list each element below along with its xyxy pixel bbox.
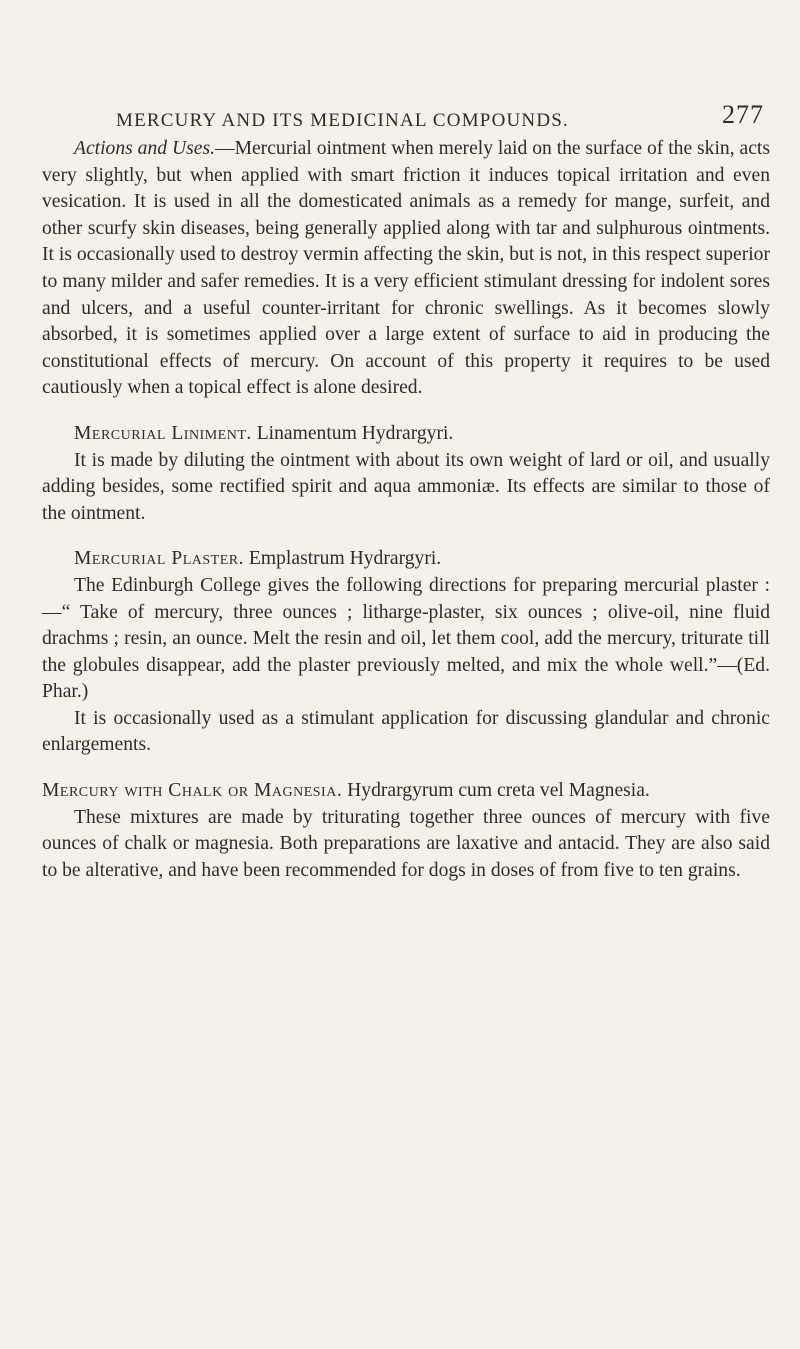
running-head: [42, 86, 764, 131]
section-gap: [42, 402, 770, 421]
mercury-with-chalk-paragraph: These mixtures are made by triturating together three ounces of mercury with five ounces of chalk or magnesia. Both preparations are laxative and antacid. They are also said to be alterative, and have been recommended for dogs in doses of from five to ten grains.: [42, 806, 770, 881]
mercurial-plaster-heading: Mercurial Plaster.: [74, 548, 245, 570]
section-gap: [42, 527, 770, 546]
mercury-with-chalk-latin: Hydrargyrum cum creta vel Magnesia.: [347, 780, 650, 802]
mercurial-liniment-paragraph: It is made by diluting the ointment with about its own weight of lard or oil, and usually adding besides, some rectified spirit and aqua ammoniæ. Its effects are similar to those of the ointment.: [42, 449, 770, 524]
page-number: 277: [722, 100, 764, 129]
running-title: MERCURY AND ITS MEDICINAL COMPOUNDS.: [116, 110, 569, 131]
mercurial-liniment-heading-line: [42, 421, 770, 448]
mercurial-liniment-heading: Mercurial Liniment.: [74, 422, 252, 444]
mercurial-plaster-heading-line: [42, 546, 770, 573]
mercurial-plaster-latin: Emplastrum Hydrargyri.: [248, 548, 442, 570]
mercury-with-chalk-heading-line: [42, 778, 770, 805]
actions-and-uses-heading: Actions and Uses.: [74, 138, 215, 159]
mercurial-liniment-latin: Linamentum Hydrargyri.: [256, 422, 454, 444]
mercurial-plaster-uses-paragraph: It is occasionally used as a stimulant application for discussing glandular and chronic enlargements.: [42, 707, 770, 756]
body-text: [42, 136, 770, 884]
section-gap: [42, 759, 770, 778]
mercury-with-chalk-heading: Mercury with Chalk or Magnesia.: [42, 780, 343, 802]
mercurial-plaster-paragraph: The Edinburgh College gives the following directions for preparing mercurial plaster :—“ Take of mercury, three ounces ; litharge-plaster, six ounces ; olive-oil, nine fluid drachms ; resin, an ounce. Melt the resin and oil, let them cool, add the mercury, triturate till the globules disappear, add the plaster previously melted, and mix the whole well.”—(Ed. Phar.): [42, 574, 770, 703]
actions-and-uses-text: —Mercurial ointment when merely laid on the surface of the skin, acts very slightly, but when applied with smart friction it induces topical irritation and even vesication. It is used in all the domesticated animals as a remedy for mange, surfeit, and other scurfy skin diseases, being generally applied along with tar and sulphurous ointments. It is occasionally used to destroy vermin affecting the skin, but is not, in this respect superior to many milder and safer remedies. It is a very efficient stimulant dressing for indolent sores and ulcers, and a useful counter-irritant for chronic swellings. As it becomes slowly absorbed, it is sometimes applied over a large extent of surface to aid in producing the constitutional effects of mercury. On account of this property it requires to be used cautiously when a topical effect is alone desired.: [42, 138, 770, 399]
actions-and-uses-paragraph: [42, 136, 770, 402]
